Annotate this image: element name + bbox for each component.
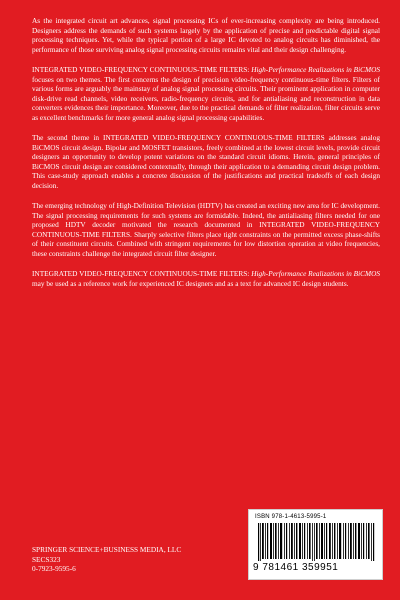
paragraph-text: Sharply selective filters place tight constraints on the permitted excess phase-shifts of their constituent circuits. Combined with stringent requirements for low distortion operation at video frequencies, these constraints challenge the integrated circuit filter designer.	[32, 229, 380, 258]
barcode	[257, 523, 375, 561]
paragraph-text: focuses on two themes. The first concerns the design of precision video-frequency continuous-time filters. Filters of various forms are arguably the mainstay of analog signal processing circuits. Their prominent application in computer disk-drive read channels, video receivers, radio-frequency circuits, and for antialiasing and reconstruction in data converters evidences their importance. Moreover, due to the practical demands of filter realization, filter circuits serve as excellent benchmarks for more general analog signal processing capabilities.	[32, 74, 380, 122]
book-title: INTEGRATED VIDEO-FREQUENCY CONTINUOUS-TIME FILTERS:	[32, 269, 250, 278]
series-code: SECS323	[32, 554, 61, 564]
isbn-number: 0-7923-9595-6	[32, 564, 76, 574]
paragraph-text: may be used as a reference work for experienced IC designers and as a text for advanced IC design students.	[32, 278, 349, 288]
book-title: INTEGRATED VIDEO-FREQUENCY CONTINUOUS-TIME FILTERS	[103, 133, 325, 142]
paragraph-text: addresses analog BiCMOS circuit design. Bipolar and MOSFET transistors, freely combined at the lowest circuit levels, provide circuit designers an opportunity to develop potent variations on the standard circuit idioms. Herein, general principles of BiCMOS circuit design are considered contextually, through their application to a demanding circuit design problem. This case-study approach enables a concrete discussion of the justifications and practical tradeoffs of each design decision.	[32, 133, 381, 190]
publisher-info	[32, 545, 181, 574]
paragraph-intro: As the integrated circuit art advances, signal processing ICs of ever-increasing complexity are being introduced. Designers address the demands of such systems largely by the application of precise and predictable digital signal processing techniques. Yet, while the typical portion of a large IC devoted to analog circuits has diminished, the performance of those surviving analog signal processing circuits remains vital and their design challenging.	[32, 16, 380, 54]
publisher-name: SPRINGER SCIENCE+BUSINESS MEDIA, LLC	[32, 545, 182, 554]
barcode-digits: 9 781461 359951	[253, 562, 339, 573]
paragraph-hdtv	[32, 201, 380, 258]
book-title: INTEGRATED VIDEO-FREQUENCY CONTINUOUS-TIME FILTERS:	[32, 65, 250, 74]
isbn-label: ISBN 978-1-4613-5995-1	[255, 514, 327, 520]
blurb-text	[32, 16, 380, 299]
book-title: INTEGRATED VIDEO-FREQUENCY CONTINUOUS-TIME FILTERS.	[32, 220, 381, 239]
book-subtitle: High-Performance Realizations in BiCMOS	[251, 65, 381, 74]
paragraph-lead: The second theme in	[32, 133, 100, 142]
paragraph-audience	[32, 269, 380, 288]
paragraph-themes	[32, 65, 380, 122]
isbn-barcode-box	[248, 509, 383, 580]
paragraph-text: The emerging technology of High-Definition Television (HDTV) has created an exciting new area for IC development. The signal processing requirements for such systems are formidable. Indeed, the antialiasing filters needed for one proposed HDTV decoder motivated the research documented in	[32, 201, 380, 229]
book-subtitle: High-Performance Realizations in BiCMOS	[251, 269, 381, 278]
paragraph-bicmos	[32, 133, 380, 190]
